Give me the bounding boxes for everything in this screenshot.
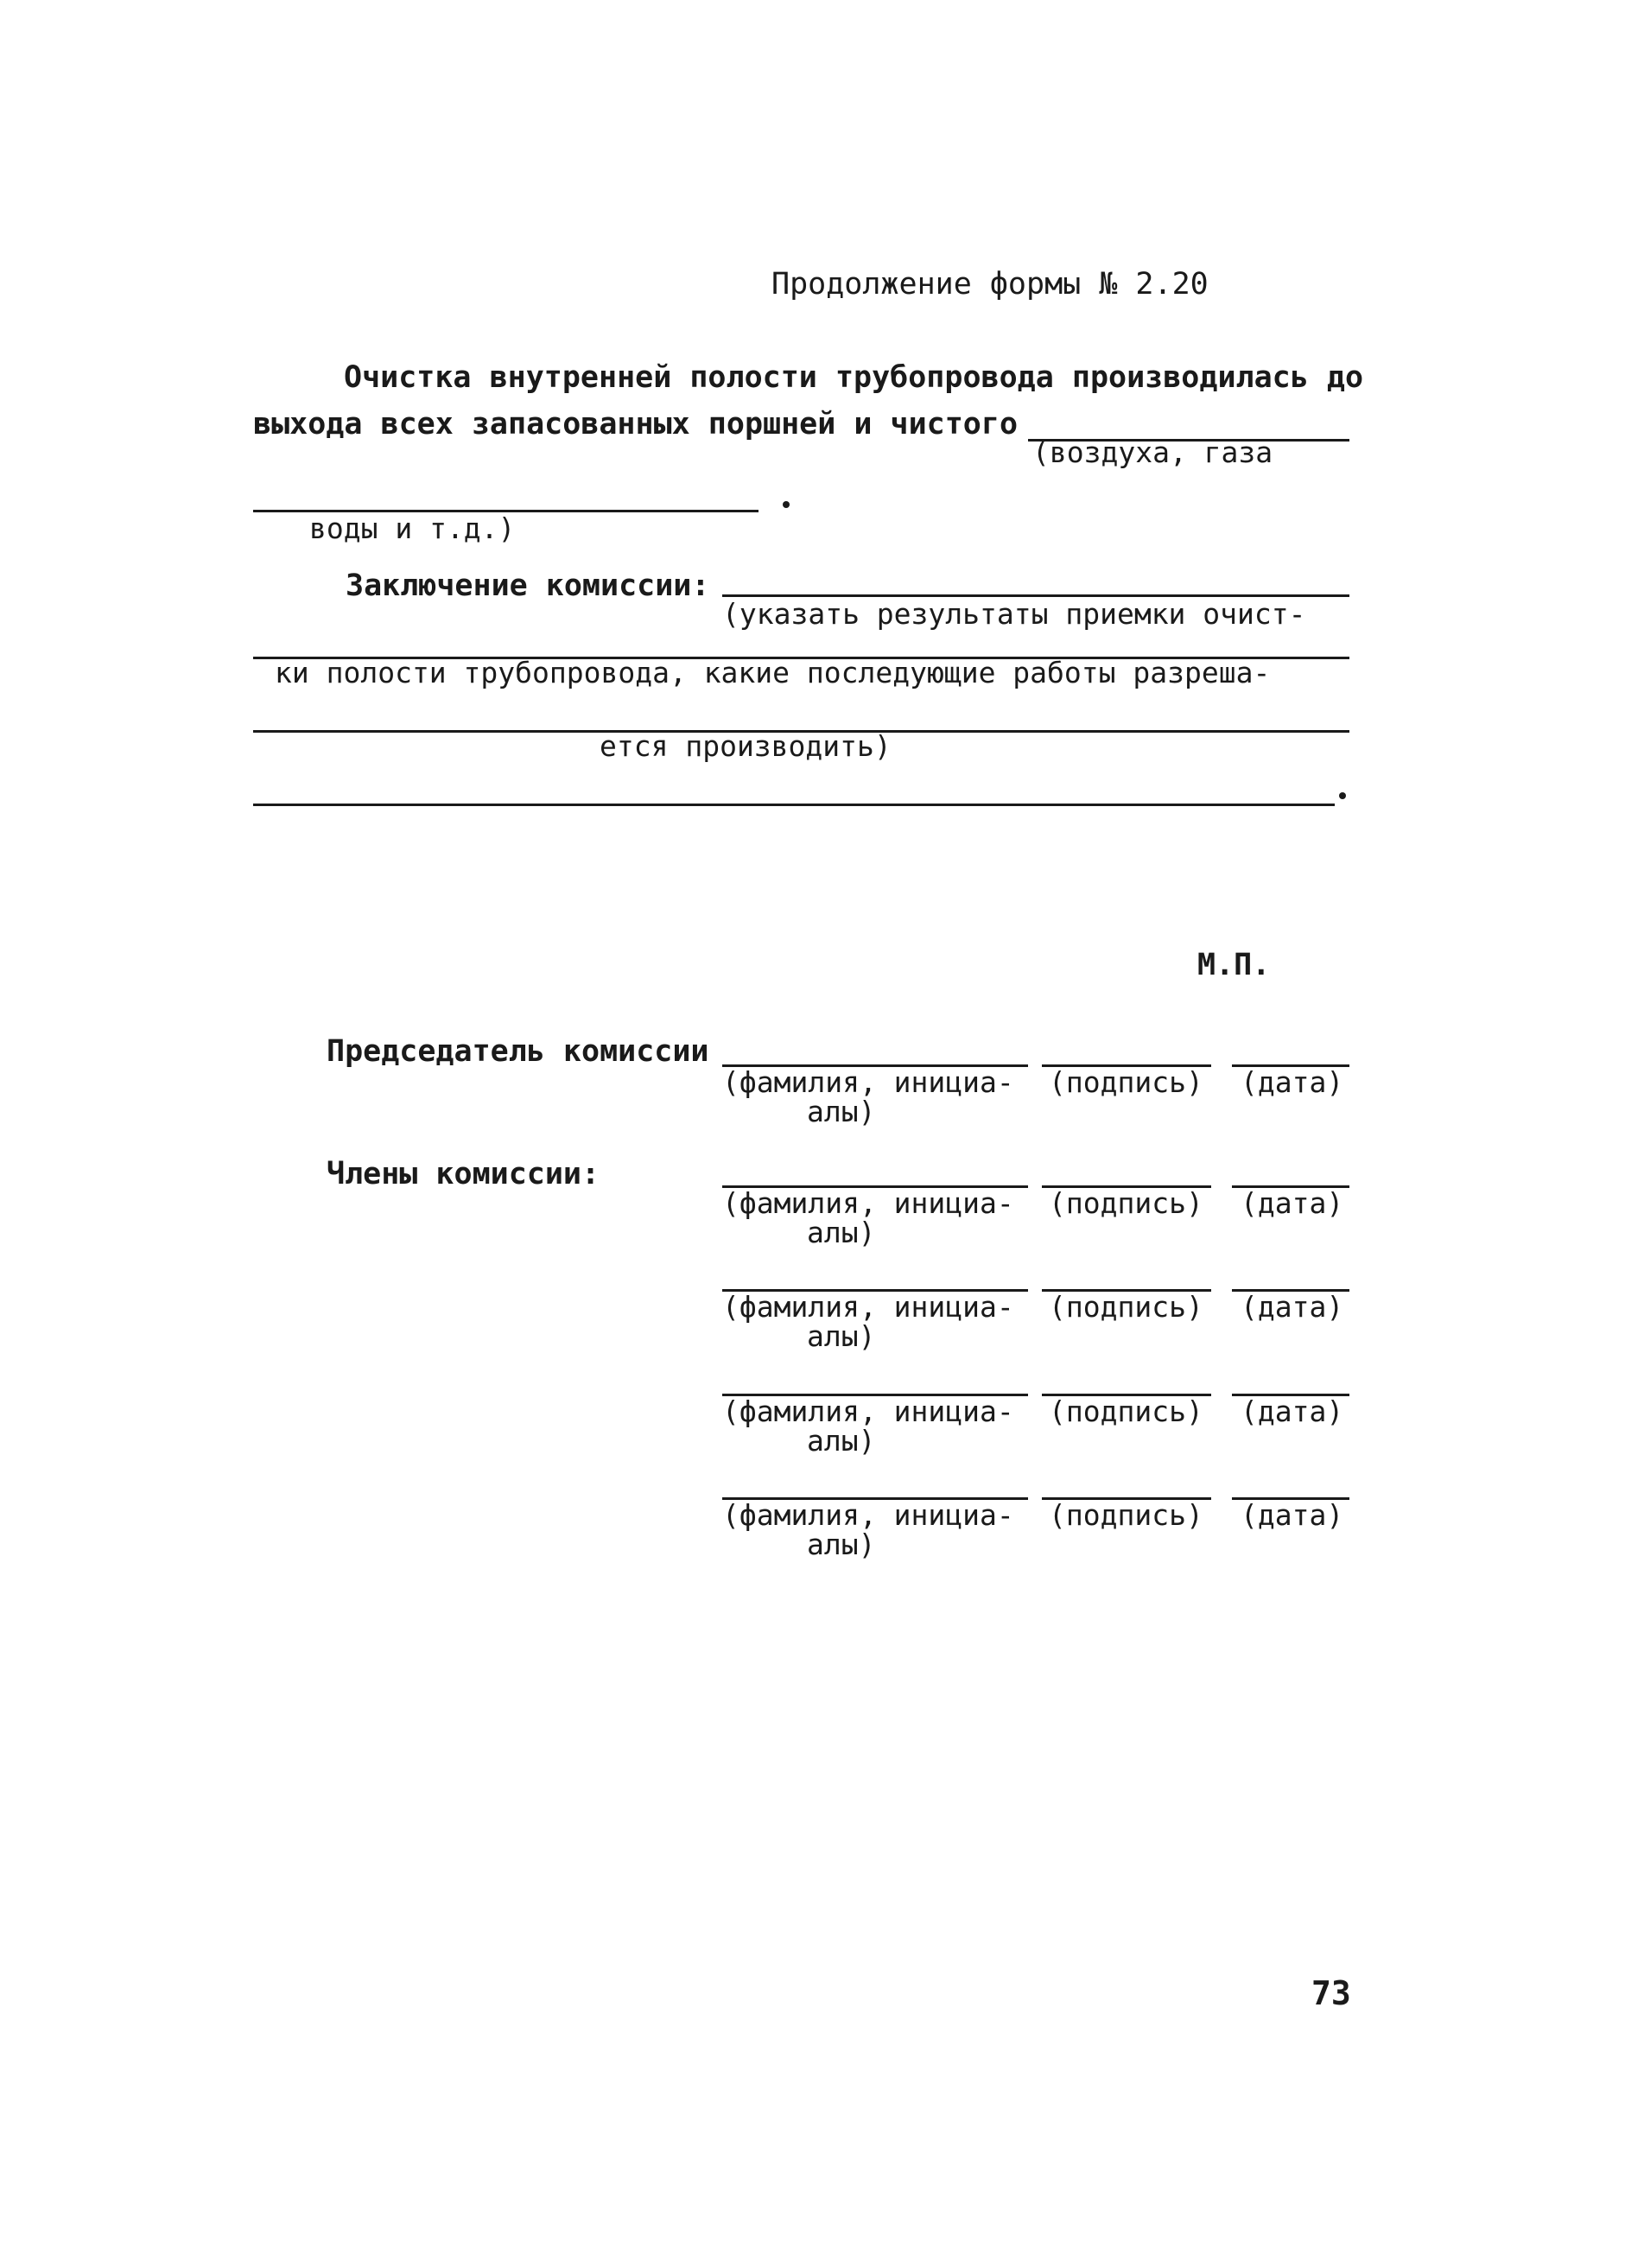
sentence-period xyxy=(783,501,790,508)
form-continuation-header: Продолжение формы № 2.20 xyxy=(771,267,1209,302)
final-period xyxy=(1339,792,1346,799)
name-caption-continued: алы) xyxy=(807,1095,876,1128)
signature-caption: (подпись) xyxy=(1049,1394,1203,1428)
name-caption-continued: алы) xyxy=(807,1424,876,1458)
date-caption: (дата) xyxy=(1241,1394,1344,1428)
page-number: 73 xyxy=(1311,1974,1351,2012)
cleaning-text-line-2: выхода всех запасованных поршней и чистого xyxy=(253,407,1019,442)
name-caption: (фамилия, инициа- xyxy=(722,1290,1014,1324)
date-caption: (дата) xyxy=(1241,1065,1344,1099)
signature-caption: (подпись) xyxy=(1049,1498,1203,1532)
cleaning-text-line-1: Очистка внутренней полости трубопровода производилась до xyxy=(344,360,1364,395)
conclusion-caption-3: ется производить) xyxy=(600,729,892,763)
date-caption: (дата) xyxy=(1241,1290,1344,1324)
conclusion-caption-2: ки полости трубопровода, какие последующие работы разреша- xyxy=(275,656,1271,689)
conclusion-caption-1: (указать результаты приемки очист- xyxy=(722,597,1306,631)
members-label: Члены комиссии: xyxy=(327,1157,600,1191)
conclusion-fill-line-4[interactable] xyxy=(253,804,1335,806)
name-caption: (фамилия, инициа- xyxy=(722,1394,1014,1428)
chairman-label: Председатель комиссии xyxy=(327,1034,709,1069)
conclusion-label: Заключение комиссии: xyxy=(346,569,710,603)
stamp-place-mark: М.П. xyxy=(1197,948,1271,982)
signature-caption: (подпись) xyxy=(1049,1186,1203,1220)
date-caption: (дата) xyxy=(1241,1498,1344,1532)
name-caption: (фамилия, инициа- xyxy=(722,1065,1014,1099)
medium-caption-2: воды и т.д.) xyxy=(309,511,516,545)
name-caption: (фамилия, инициа- xyxy=(722,1186,1014,1220)
signature-caption: (подпись) xyxy=(1049,1290,1203,1324)
name-caption-continued: алы) xyxy=(807,1319,876,1353)
date-caption: (дата) xyxy=(1241,1186,1344,1220)
name-caption-continued: алы) xyxy=(807,1216,876,1249)
signature-caption: (подпись) xyxy=(1049,1065,1203,1099)
name-caption-continued: алы) xyxy=(807,1528,876,1561)
name-caption: (фамилия, инициа- xyxy=(722,1498,1014,1532)
medium-caption-1: (воздуха, газа xyxy=(1032,435,1273,469)
